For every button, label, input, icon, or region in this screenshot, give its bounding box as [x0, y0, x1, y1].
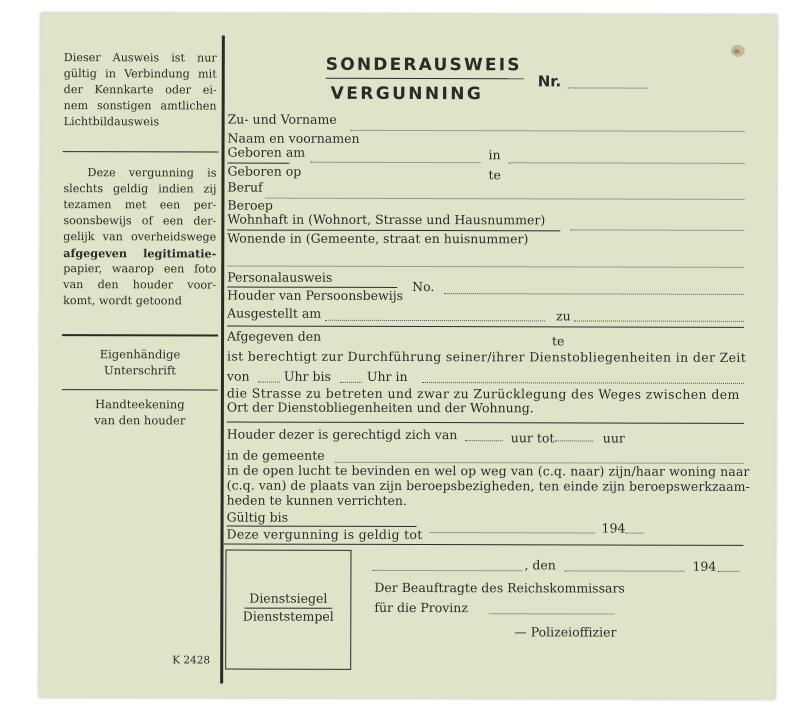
province-field — [489, 613, 614, 614]
name-label-nl: Naam en voornamen — [227, 130, 360, 146]
valid-label-nl: Deze vergunning is geldig tot — [226, 526, 423, 543]
born-place-field — [509, 162, 745, 164]
holder-text: Houder dezer is gerechtigd zich van — [226, 426, 458, 443]
born-label-nl: Geboren op — [227, 163, 302, 179]
valid-year-suffix — [626, 533, 644, 534]
street-text-1: die Strasse zu betreten und zwar zu Zurücklegung des Weges zwischen dem — [226, 385, 740, 402]
holder-to-field — [555, 440, 593, 441]
issued-rule — [227, 326, 744, 328]
officer-line-1: Der Beauftragte des Reichskommissars — [374, 579, 625, 596]
authorization-text: ist berechtigt zur Durchführung seiner/ihrer Dienstobliegenheiten in der Zeit — [226, 348, 747, 365]
stain — [734, 49, 740, 54]
nr-field — [568, 87, 648, 88]
residence-label-de: Wohnhaft in (Wohnort, Strasse und Hausnummer) — [227, 211, 546, 228]
time-to-field — [340, 382, 362, 383]
left-divider — [62, 334, 218, 336]
permit-form — [39, 13, 777, 699]
time-place-field — [422, 382, 744, 384]
bottom-rule — [224, 544, 744, 546]
job-field — [265, 198, 744, 200]
vertical-divider — [220, 36, 225, 684]
name-field — [351, 130, 745, 132]
name-label-de: Zu- und Vorname — [227, 111, 337, 127]
left-divider — [63, 151, 219, 152]
gemeente-label: in de gemeente — [226, 447, 325, 463]
holder-uur-tot: uur tot — [510, 430, 555, 446]
date-year-suffix — [717, 571, 739, 572]
open-air-text-2: (c.q. van) de plaats van zijn beroepsbezigheden, ten einde zijn beroepswerkzaam- — [226, 477, 750, 494]
id-label-de: Personalausweis — [227, 269, 333, 285]
id-label-nl: Houder van Persoonsbewijs — [227, 287, 404, 303]
holder-uur: uur — [602, 430, 625, 446]
born-in-nl: te — [488, 167, 501, 183]
issued-zu: zu — [556, 308, 571, 324]
officer-line-3: — Polizeioffizier — [514, 624, 617, 640]
signature-label-de: Eigenhändige Unterschrift — [99, 347, 181, 377]
title-rule — [326, 78, 524, 80]
born-date-field — [311, 162, 481, 163]
street-text-2: Ort der Dienstobliegenheiten und der Wohnung. — [226, 399, 534, 416]
validity-note-nl: Deze vergunning is slechts geldig indien zij tezamen met een per- soonsbewijs of een der- gelijk van overheidswege afgegeven legitimatie- papier, waarop een foto van den houder voor- komt, wordt getoond — [63, 166, 217, 308]
residence-field — [570, 229, 744, 230]
id-no-field — [444, 293, 744, 295]
date-den: , den — [524, 557, 556, 573]
valid-label-de: Gültig bis — [226, 509, 289, 525]
residence-field-2 — [227, 266, 744, 268]
stamp-label-nl: Dienststempel — [242, 608, 334, 624]
signature-label-nl: Handteekening van den houder — [94, 397, 186, 427]
issued-date-field — [325, 320, 545, 322]
issued-place-field — [574, 320, 744, 321]
date-field — [564, 570, 684, 571]
time-von: von — [226, 368, 250, 384]
valid-date-field — [430, 532, 595, 533]
officer-line-2: für die Provinz — [374, 599, 468, 616]
left-divider — [62, 389, 218, 390]
issued-te: te — [552, 333, 565, 349]
job-label-nl: Beroep — [227, 197, 273, 213]
time-uhr-bis: Uhr bis — [283, 368, 331, 384]
validity-note-de: Dieser Ausweis ist nur gültig in Verbindung mit der Kennkarte oder ei- nem sonstigen amtlichen Lichtbildausweis — [63, 51, 217, 129]
time-uhr-in: Uhr in — [366, 368, 408, 384]
form-code: K 2428 — [172, 654, 211, 667]
stamp-label-de: Dienstsiegel — [249, 590, 328, 606]
open-air-text-3: heden te kunnen verrichten. — [226, 492, 407, 508]
title-de: SONDERAUSWEIS — [325, 54, 522, 76]
job-label-de: Beruf — [227, 179, 263, 195]
issued-label-de: Ausgestellt am — [227, 305, 322, 321]
place-field — [372, 570, 522, 571]
residence-label-nl: Wonende in (Gemeente, straat en huisnummer) — [227, 230, 529, 247]
title-nl: VERGUNNING — [330, 83, 484, 105]
born-in-de: in — [488, 147, 501, 163]
time-from-field — [258, 382, 280, 383]
open-air-text-1: in de open lucht te bevinden en wel op weg van (c.q. naar) zijn/haar woning naar — [226, 462, 750, 479]
valid-year: 194 — [601, 520, 626, 536]
nr-label: Nr. — [537, 72, 562, 91]
issued-label-nl: Afgegeven den — [227, 328, 322, 344]
date-year: 194 — [692, 558, 717, 574]
born-label-de: Geboren am — [227, 144, 306, 160]
id-no-label: No. — [412, 279, 435, 295]
holder-from-field — [465, 440, 503, 441]
section-rule — [227, 422, 744, 424]
